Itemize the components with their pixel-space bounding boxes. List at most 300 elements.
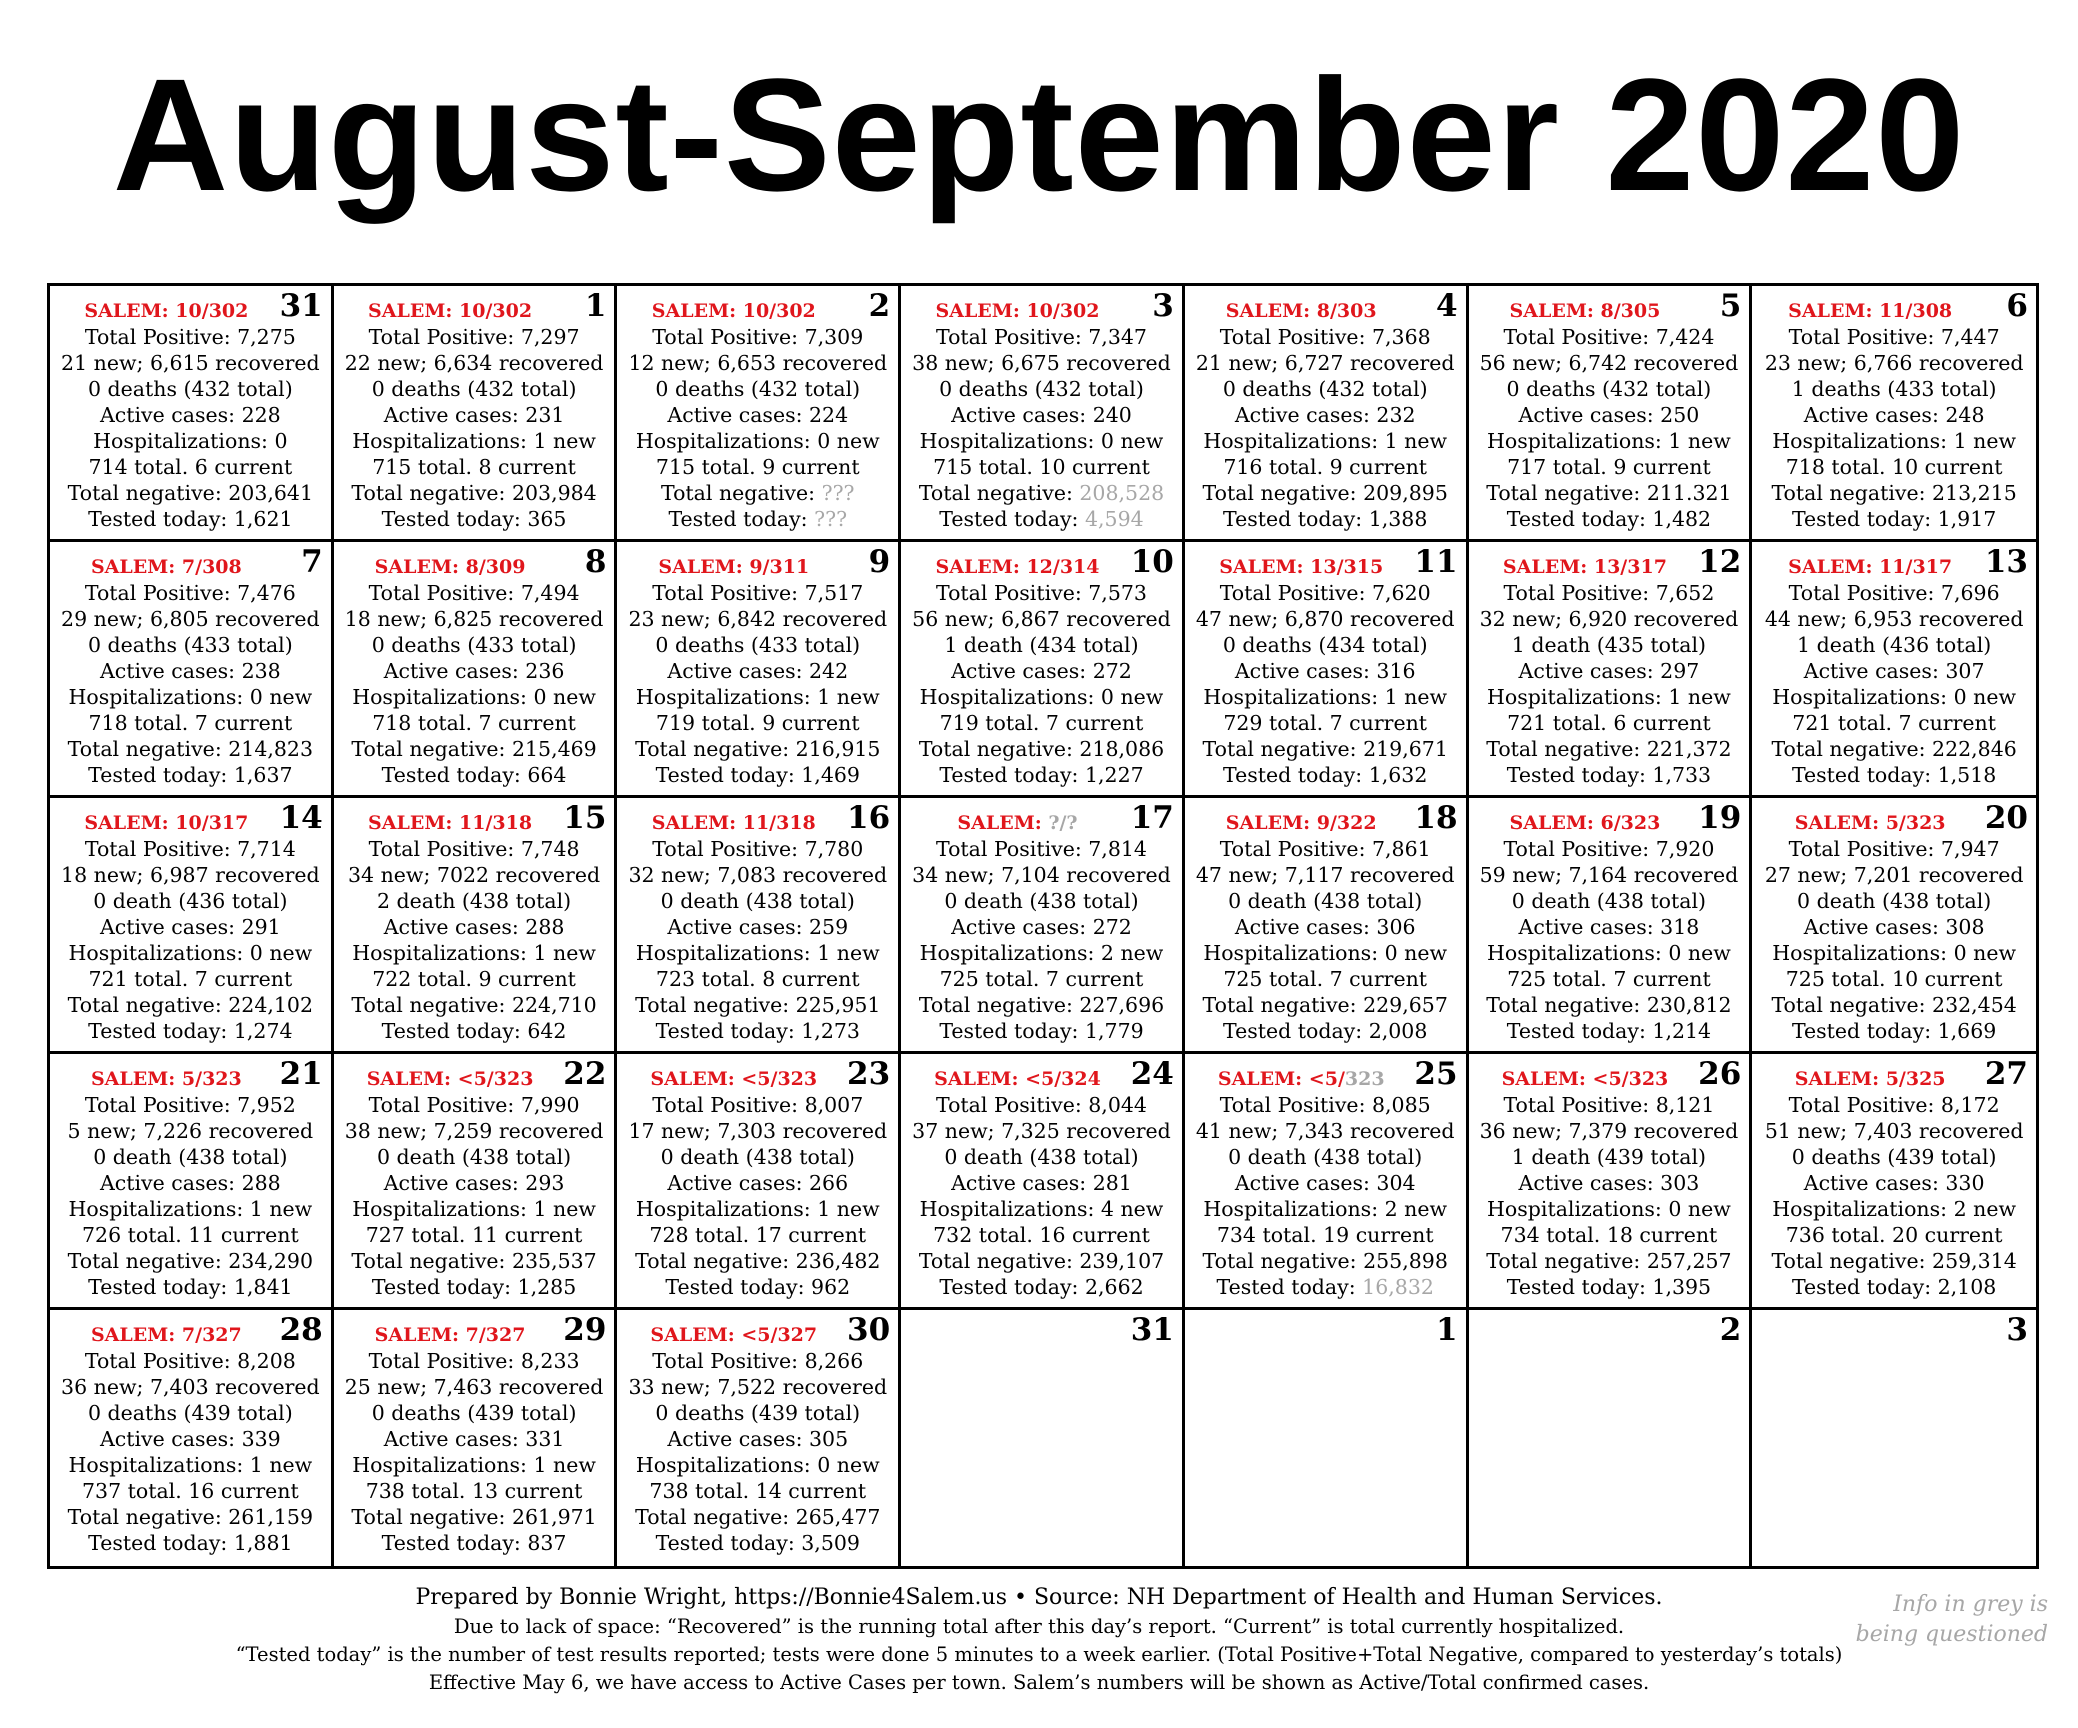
- text-segment: 715 total. 10 current: [933, 455, 1150, 479]
- day-stats: [50, 1348, 331, 1556]
- text-segment: Hospitalizations: 0 new: [68, 941, 313, 965]
- text-segment: Total Positive: 7,780: [652, 837, 864, 861]
- text-segment: Active cases: 308: [1803, 915, 1985, 939]
- text-segment: Tested today: 1,917: [1791, 507, 1997, 531]
- text-segment: Total Positive: 7,814: [936, 837, 1147, 861]
- stat-line: [1185, 428, 1466, 454]
- calendar-day-cell: [1185, 798, 1469, 1054]
- day-stats: [901, 836, 1182, 1044]
- text-segment: 1 death (439 total): [1511, 1145, 1707, 1169]
- day-stats: [1185, 836, 1466, 1044]
- text-segment: Total negative: 261,159: [67, 1505, 314, 1529]
- text-segment: 728 total. 17 current: [649, 1223, 867, 1247]
- salem-cases: [50, 1324, 283, 1346]
- stat-line: [1469, 684, 1750, 710]
- stat-line: [1469, 324, 1750, 350]
- day-header: [901, 286, 1182, 324]
- stat-line: [1185, 1274, 1466, 1300]
- text-segment: Hospitalizations: 1 new: [352, 1453, 596, 1477]
- stat-line: [1185, 376, 1466, 402]
- stat-line: [1185, 940, 1466, 966]
- stat-line: [1469, 402, 1750, 428]
- stat-line: [901, 684, 1182, 710]
- text-segment: Total negative: 214,823: [67, 737, 314, 761]
- stat-line: [1752, 992, 2036, 1018]
- text-segment: Total Positive: 7,861: [1219, 837, 1431, 861]
- stat-line: [901, 350, 1182, 376]
- salem-cases: [1752, 300, 1988, 322]
- stat-line: [617, 914, 898, 940]
- stat-line: [334, 1478, 615, 1504]
- text-segment: Tested today: 1,669: [1791, 1019, 1997, 1043]
- stat-line: [1469, 992, 1750, 1018]
- stat-line: [334, 1092, 615, 1118]
- stat-line: [901, 710, 1182, 736]
- text-segment: Active cases: 288: [383, 915, 565, 939]
- calendar-day-cell: [50, 1310, 334, 1566]
- stat-line: [617, 1092, 898, 1118]
- stat-line: [1185, 966, 1466, 992]
- day-number: 26: [1698, 1056, 1742, 1092]
- stat-line: [1469, 350, 1750, 376]
- calendar-day-cell: [50, 798, 334, 1054]
- stat-line: [1185, 1092, 1466, 1118]
- stat-line: [901, 324, 1182, 350]
- stat-line: [617, 580, 898, 606]
- text-segment: Hospitalizations: 0 new: [919, 429, 1164, 453]
- text-segment: 21 new; 6,615 recovered: [61, 351, 320, 375]
- day-header: [901, 798, 1182, 836]
- text-segment: 722 total. 9 current: [372, 967, 576, 991]
- stat-line: [50, 966, 331, 992]
- day-stats: [334, 324, 615, 532]
- text-segment: Active cases: 316: [1234, 659, 1416, 683]
- text-segment: 34 new; 7022 recovered: [348, 863, 601, 887]
- stat-line: [617, 1196, 898, 1222]
- calendar-day-cell: [1752, 286, 2036, 542]
- salem-cases: [617, 556, 850, 578]
- stat-line: [1752, 836, 2036, 862]
- text-segment: 32 new; 7,083 recovered: [628, 863, 888, 887]
- text-segment: Active cases: 307: [1803, 659, 1985, 683]
- stat-line: [334, 606, 615, 632]
- stat-line: [901, 914, 1182, 940]
- text-segment: 0 deaths (432 total): [371, 377, 577, 401]
- stat-line: [50, 1248, 331, 1274]
- text-segment: Active cases: 224: [667, 403, 849, 427]
- text-segment: SALEM: 12/314: [935, 556, 1100, 578]
- stat-line: [901, 1118, 1182, 1144]
- day-header: [617, 1054, 898, 1092]
- stat-line: [1185, 1222, 1466, 1248]
- day-stats: [617, 1348, 898, 1556]
- text-segment: Total negative: 209,895: [1202, 481, 1448, 505]
- day-number: 1: [1435, 1312, 1458, 1348]
- calendar-day-cell: [1752, 1054, 2036, 1310]
- stat-line: [1469, 888, 1750, 914]
- text-segment: Active cases: 236: [383, 659, 565, 683]
- day-header: [334, 286, 615, 324]
- text-segment: SALEM: <5/327: [650, 1324, 818, 1346]
- stat-line: [1752, 428, 2036, 454]
- text-segment: 734 total. 18 current: [1500, 1223, 1718, 1247]
- day-stats: [334, 580, 615, 788]
- stat-line: [617, 862, 898, 888]
- text-segment: Active cases: 242: [667, 659, 849, 683]
- stat-line: [50, 1452, 331, 1478]
- text-segment: Total Positive: 8,007: [652, 1093, 864, 1117]
- text-segment: Active cases: 281: [951, 1171, 1132, 1195]
- day-stats: [1185, 324, 1466, 532]
- salem-cases: [334, 1068, 567, 1090]
- stat-line: [901, 940, 1182, 966]
- text-segment: 23 new; 6,842 recovered: [628, 607, 888, 631]
- text-segment: Total Positive: 7,494: [368, 581, 580, 605]
- text-segment: Hospitalizations: 0 new: [919, 685, 1164, 709]
- text-segment: Total negative: 211.321: [1486, 481, 1732, 505]
- stat-line: [901, 506, 1182, 532]
- day-number: 9: [868, 544, 891, 580]
- calendar-day-cell: [50, 286, 334, 542]
- text-segment: SALEM: 11/318: [368, 812, 533, 834]
- day-header: [1469, 542, 1750, 580]
- text-segment: 18 new; 6,825 recovered: [344, 607, 604, 631]
- salem-cases: [901, 1068, 1134, 1090]
- stat-line: [617, 1118, 898, 1144]
- stat-line: [901, 1144, 1182, 1170]
- stat-line: [1752, 632, 2036, 658]
- text-segment: Total Positive: 8,044: [936, 1093, 1147, 1117]
- stat-line: [1469, 580, 1750, 606]
- stat-line: [1469, 1196, 1750, 1222]
- text-segment: 0 deaths (432 total): [655, 377, 861, 401]
- salem-cases: [334, 300, 567, 322]
- stat-line: [50, 762, 331, 788]
- stat-line: [617, 1478, 898, 1504]
- text-segment: 38 new; 6,675 recovered: [912, 351, 1171, 375]
- stat-line: [1469, 1118, 1750, 1144]
- stat-line: [617, 1274, 898, 1300]
- day-number: 6: [2006, 288, 2028, 324]
- calendar-day-cell: [1469, 1310, 1753, 1566]
- day-number: 3: [2006, 1312, 2028, 1348]
- text-segment: Tested today: 2,108: [1791, 1275, 1997, 1299]
- text-segment: 0 death (438 total): [1511, 889, 1707, 913]
- text-segment: Total negative: 227,696: [918, 993, 1165, 1017]
- stat-line: [50, 376, 331, 402]
- text-segment: Total negative: 259,314: [1771, 1249, 2017, 1273]
- day-stats: [901, 324, 1182, 532]
- day-number: 13: [1984, 544, 2028, 580]
- text-segment: 734 total. 19 current: [1216, 1223, 1434, 1247]
- text-segment: Total Positive: 7,620: [1219, 581, 1431, 605]
- day-stats: [50, 1092, 331, 1300]
- stat-line: [617, 402, 898, 428]
- text-segment: Total Positive: 8,208: [84, 1349, 296, 1373]
- stat-line: [334, 684, 615, 710]
- stat-line: [1185, 1170, 1466, 1196]
- calendar-day-cell: [334, 542, 618, 798]
- stat-line: [50, 836, 331, 862]
- text-segment: 717 total. 9 current: [1507, 455, 1711, 479]
- day-number: 4: [1435, 288, 1458, 324]
- text-segment: Tested today: 2,008: [1223, 1019, 1428, 1043]
- text-segment: Total Positive: 8,121: [1503, 1093, 1715, 1117]
- day-header: [1185, 1310, 1466, 1348]
- day-stats: [1752, 580, 2036, 788]
- text-segment: Tested today: 1,518: [1791, 763, 1997, 787]
- stat-line: [1469, 1222, 1750, 1248]
- text-segment: 21 new; 6,727 recovered: [1195, 351, 1455, 375]
- stat-line: [1185, 836, 1466, 862]
- stat-line: [617, 1504, 898, 1530]
- text-segment: Hospitalizations: 2 new: [1772, 1197, 2017, 1221]
- stat-line: [1752, 1118, 2036, 1144]
- salem-cases: [617, 1324, 850, 1346]
- stat-line: [901, 428, 1182, 454]
- text-segment: Hospitalizations: 0 new: [635, 1453, 880, 1477]
- text-segment: SALEM: 5/325: [1794, 1068, 1946, 1090]
- salem-cases: [50, 1068, 283, 1090]
- text-segment: Hospitalizations: 1 new: [68, 1453, 313, 1477]
- stat-line: [617, 454, 898, 480]
- stat-line: [50, 888, 331, 914]
- text-segment: 723 total. 8 current: [655, 967, 860, 991]
- text-segment: Total negative: 232,454: [1771, 993, 2017, 1017]
- day-header: [1469, 798, 1750, 836]
- stat-line: [901, 1222, 1182, 1248]
- footer-note-tested: “Tested today” is the number of test results reported; tests were done 5 minutes to a week earlier. (Total Positive+Total Negative, compared to yesterday’s totals): [235, 1643, 1843, 1666]
- day-header: [617, 286, 898, 324]
- text-segment: Active cases: 291: [99, 915, 281, 939]
- calendar-day-cell: [50, 542, 334, 798]
- day-header: [1752, 1310, 2036, 1348]
- calendar-day-cell: [617, 542, 901, 798]
- stat-line: [50, 1478, 331, 1504]
- day-number: 15: [563, 800, 607, 836]
- stat-line: [901, 1092, 1182, 1118]
- text-segment: Active cases: 248: [1803, 403, 1985, 427]
- text-segment: Tested today: 1,637: [88, 763, 293, 787]
- questioned-value: 208,528: [1079, 481, 1165, 505]
- salem-cases: [901, 556, 1134, 578]
- text-segment: Tested today: 1,881: [88, 1531, 293, 1555]
- stat-line: [617, 1426, 898, 1452]
- text-segment: Total Positive: 8,266: [652, 1349, 864, 1373]
- text-segment: SALEM: 8/305: [1509, 300, 1661, 322]
- text-segment: 5 new; 7,226 recovered: [67, 1119, 314, 1143]
- day-number: 22: [563, 1056, 607, 1092]
- stat-line: [1185, 480, 1466, 506]
- stat-line: [1752, 376, 2036, 402]
- stat-line: [1185, 1018, 1466, 1044]
- text-segment: Hospitalizations: 0 new: [635, 429, 880, 453]
- text-segment: Active cases: 272: [951, 915, 1132, 939]
- text-segment: 0 death (438 total): [944, 1145, 1139, 1169]
- stat-line: [617, 480, 898, 506]
- day-header: [901, 542, 1182, 580]
- footer-notes: [0, 1583, 2078, 1697]
- day-stats: [617, 580, 898, 788]
- day-header: [901, 1310, 1182, 1348]
- stat-line: [901, 1170, 1182, 1196]
- stat-line: [334, 480, 615, 506]
- text-segment: Total Positive: 7,447: [1788, 325, 2000, 349]
- text-segment: SALEM: 13/317: [1502, 556, 1667, 578]
- text-segment: SALEM: <5/: [1217, 1068, 1345, 1090]
- stat-line: [1752, 350, 2036, 376]
- day-header: [1469, 1310, 1750, 1348]
- text-segment: Tested today: 1,733: [1506, 763, 1712, 787]
- text-segment: 718 total. 10 current: [1785, 455, 2003, 479]
- calendar-day-cell: [617, 798, 901, 1054]
- text-segment: 0 deaths (432 total): [1222, 377, 1428, 401]
- calendar-day-cell: [334, 798, 618, 1054]
- stat-line: [334, 1452, 615, 1478]
- stat-line: [50, 736, 331, 762]
- text-segment: SALEM: 6/323: [1509, 812, 1661, 834]
- text-segment: Hospitalizations: 0: [93, 429, 288, 453]
- stat-line: [1752, 402, 2036, 428]
- text-segment: Hospitalizations: 1 new: [68, 1197, 313, 1221]
- stat-line: [617, 684, 898, 710]
- stat-line: [1185, 1144, 1466, 1170]
- stat-line: [617, 350, 898, 376]
- stat-line: [1469, 454, 1750, 480]
- text-segment: 0 deaths (439 total): [655, 1401, 861, 1425]
- text-segment: SALEM: 5/323: [90, 1068, 242, 1090]
- stat-line: [617, 1452, 898, 1478]
- day-stats: [1752, 1092, 2036, 1300]
- day-number: 18: [1414, 800, 1458, 836]
- stat-line: [50, 1374, 331, 1400]
- stat-line: [334, 888, 615, 914]
- text-segment: Hospitalizations: 1 new: [635, 1197, 880, 1221]
- text-segment: 25 new; 7,463 recovered: [344, 1375, 604, 1399]
- day-header: [901, 1054, 1182, 1092]
- stat-line: [334, 1530, 615, 1556]
- stat-line: [1185, 1118, 1466, 1144]
- stat-line: [901, 1248, 1182, 1274]
- stat-line: [1469, 762, 1750, 788]
- day-header: [1185, 798, 1466, 836]
- stat-line: [50, 454, 331, 480]
- day-number: 2: [868, 288, 891, 324]
- text-segment: 34 new; 7,104 recovered: [912, 863, 1171, 887]
- text-segment: Total Positive: 7,424: [1503, 325, 1715, 349]
- text-segment: 41 new; 7,343 recovered: [1195, 1119, 1455, 1143]
- text-segment: Active cases: 250: [1518, 403, 1700, 427]
- text-segment: 38 new; 7,259 recovered: [344, 1119, 604, 1143]
- stat-line: [334, 836, 615, 862]
- calendar-day-cell: [1752, 1310, 2036, 1566]
- text-segment: SALEM: 9/322: [1225, 812, 1377, 834]
- stat-line: [50, 1196, 331, 1222]
- stat-line: [617, 940, 898, 966]
- day-header: [1469, 286, 1750, 324]
- text-segment: 719 total. 9 current: [655, 711, 860, 735]
- text-segment: Active cases: 331: [383, 1427, 565, 1451]
- stat-line: [50, 1348, 331, 1374]
- text-segment: Tested today: 837: [381, 1531, 567, 1555]
- text-segment: 36 new; 7,379 recovered: [1479, 1119, 1739, 1143]
- text-segment: Active cases: 339: [99, 1427, 281, 1451]
- stat-line: [1752, 454, 2036, 480]
- day-stats: [1469, 836, 1750, 1044]
- salem-cases: [334, 812, 567, 834]
- text-segment: Total negative: 203,641: [67, 481, 314, 505]
- stat-line: [1469, 1248, 1750, 1274]
- stat-line: [50, 580, 331, 606]
- stat-line: [1752, 1248, 2036, 1274]
- text-segment: 725 total. 7 current: [1507, 967, 1711, 991]
- day-header: [334, 1054, 615, 1092]
- day-number: 11: [1414, 544, 1458, 580]
- stat-line: [1469, 632, 1750, 658]
- stat-line: [334, 350, 615, 376]
- text-segment: Hospitalizations: 0 new: [1203, 941, 1448, 965]
- text-segment: Hospitalizations: 1 new: [1203, 429, 1448, 453]
- text-segment: 738 total. 13 current: [365, 1479, 583, 1503]
- text-segment: 22 new; 6,634 recovered: [344, 351, 604, 375]
- day-stats: [50, 836, 331, 1044]
- text-segment: Active cases: 303: [1518, 1171, 1700, 1195]
- stat-line: [334, 862, 615, 888]
- text-segment: Tested today: 1,469: [655, 763, 860, 787]
- text-segment: Tested today:: [939, 507, 1085, 531]
- salem-cases: [334, 1324, 567, 1346]
- text-segment: Total negative: 265,477: [635, 1505, 881, 1529]
- text-segment: Tested today: 1,214: [1506, 1019, 1712, 1043]
- day-header: [50, 1054, 331, 1092]
- stat-line: [1752, 888, 2036, 914]
- text-segment: 738 total. 14 current: [649, 1479, 867, 1503]
- day-stats: [1469, 324, 1750, 532]
- calendar-day-cell: [334, 1310, 618, 1566]
- text-segment: 0 death (438 total): [660, 1145, 855, 1169]
- text-segment: Active cases: 293: [383, 1171, 565, 1195]
- text-segment: Total Positive: 7,714: [84, 837, 296, 861]
- stat-line: [617, 762, 898, 788]
- day-header: [617, 542, 898, 580]
- text-segment: Total negative: 229,657: [1202, 993, 1448, 1017]
- stat-line: [334, 580, 615, 606]
- day-header: [1752, 798, 2036, 836]
- text-segment: 47 new; 7,117 recovered: [1195, 863, 1455, 887]
- day-header: [1752, 286, 2036, 324]
- stat-line: [617, 1530, 898, 1556]
- text-segment: Active cases: 259: [667, 915, 849, 939]
- text-segment: Active cases: 288: [99, 1171, 281, 1195]
- text-segment: Hospitalizations: 0 new: [1487, 941, 1731, 965]
- stat-line: [334, 736, 615, 762]
- day-stats: [334, 836, 615, 1044]
- stat-line: [1469, 736, 1750, 762]
- text-segment: Total negative: 255,898: [1202, 1249, 1448, 1273]
- text-segment: SALEM: <5/323: [366, 1068, 534, 1090]
- text-segment: 718 total. 7 current: [372, 711, 576, 735]
- footer-note-active-cases: Effective May 6, we have access to Active Cases per town. Salem’s numbers will be shown as Active/Total confirmed cases.: [428, 1671, 1650, 1694]
- calendar-day-cell: [901, 542, 1185, 798]
- stat-line: [50, 402, 331, 428]
- stat-line: [334, 1400, 615, 1426]
- text-segment: SALEM: 10/302: [651, 300, 816, 322]
- text-segment: Tested today: 3,509: [655, 1531, 860, 1555]
- text-segment: Total negative: 215,469: [351, 737, 597, 761]
- calendar-day-cell: [1752, 798, 2036, 1054]
- stat-line: [1185, 402, 1466, 428]
- day-number: 31: [1130, 1312, 1174, 1348]
